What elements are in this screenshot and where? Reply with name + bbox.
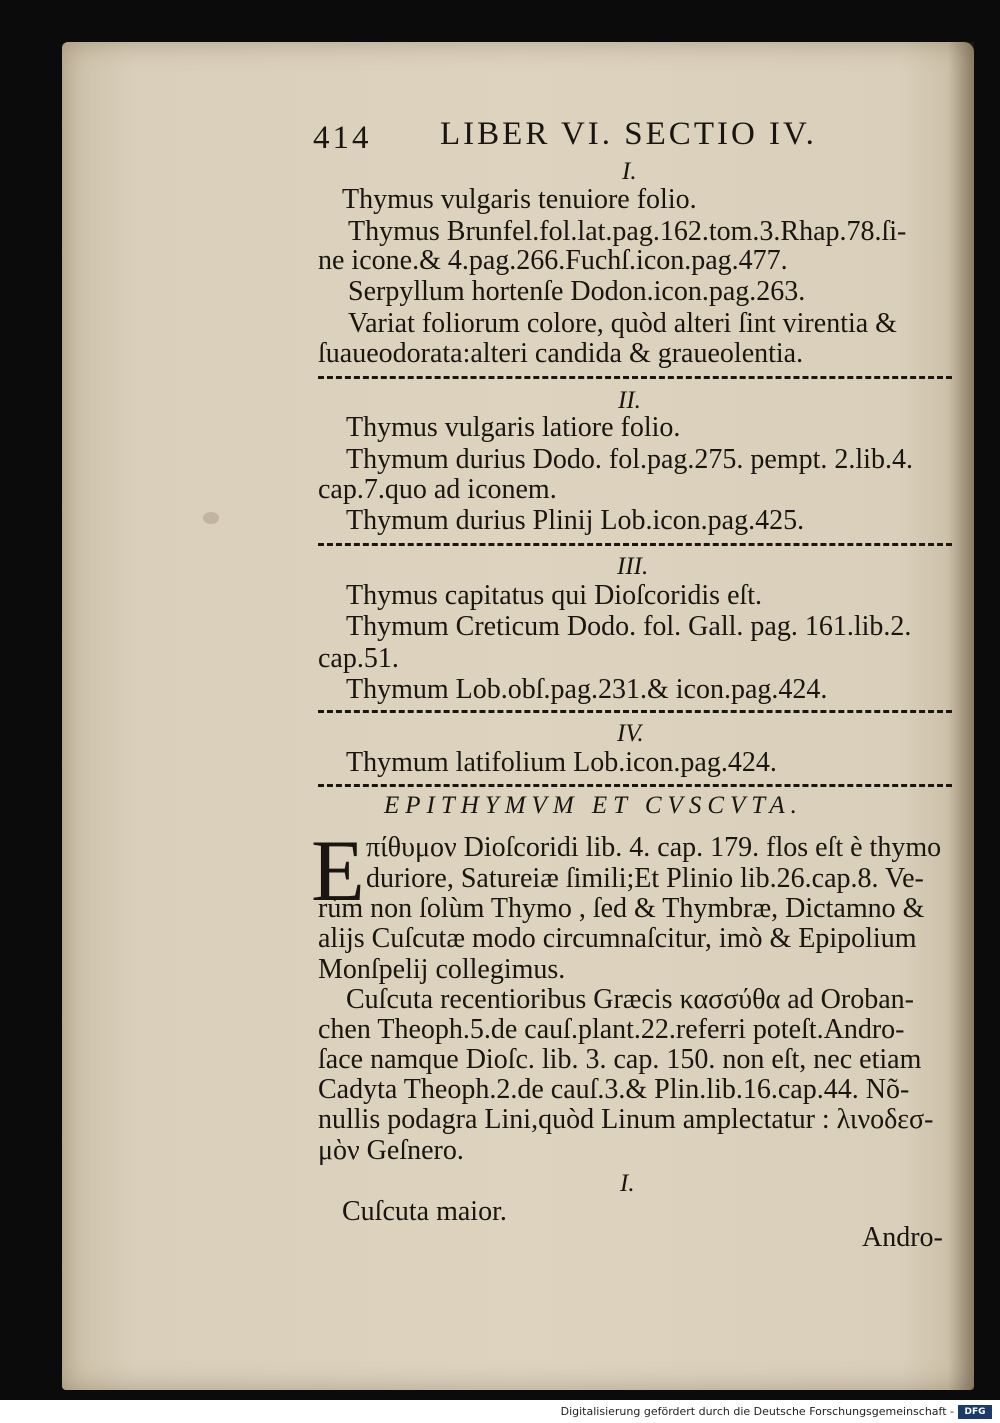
section-rule (318, 376, 952, 379)
paragraph-line: Cuſcuta recentioribus Græcis κασσύθα ad Oroban- (346, 984, 914, 1015)
entry-line: Thymum durius Plinij Lob.icon.pag.425. (346, 505, 805, 536)
page-number: 414 (313, 120, 372, 156)
entry-line: ne icone.& 4.pag.266.Fuchſ.icon.pag.477. (318, 245, 788, 276)
paragraph-line: nullis podagra Lini,quòd Linum amplectatur : λινοδεσ- (318, 1104, 934, 1135)
paragraph-line: ſace namque Dioſc. lib. 3. cap. 150. non eſt, nec etiam (318, 1044, 922, 1075)
entry-line: Cuſcuta maior. (342, 1196, 507, 1227)
entry-line: Thymum Creticum Dodo. fol. Gall. pag. 161.lib.2. (346, 611, 912, 642)
entry-line: Thymus vulgaris latiore folio. (346, 412, 681, 443)
footer-bar (0, 1400, 1000, 1423)
section-rule (318, 543, 952, 546)
entry-line: Thymum durius Dodo. fol.pag.275. pempt. 2.lib.4. (346, 444, 913, 475)
drop-cap: E (311, 823, 365, 920)
entry-line: Thymus Brunfel.fol.lat.pag.162.tom.3.Rhap.78.ſi- (348, 216, 907, 247)
page-smudge (203, 512, 219, 524)
entry-line: Thymum Lob.obſ.pag.231.& icon.pag.424. (346, 674, 828, 705)
dfg-logo: DFG (958, 1405, 992, 1419)
entry-line: cap.7.quo ad iconem. (318, 474, 557, 505)
section-rule (318, 784, 952, 787)
entry-line: Variat foliorum colore, quòd alteri ſint virentia & (348, 308, 897, 339)
entry-line: Serpyllum hortenſe Dodon.icon.pag.263. (348, 276, 806, 307)
section-numeral-1: I. (622, 158, 637, 185)
chapter-title: EPITHYMVM ET CVSCVTA. (384, 792, 803, 819)
section-rule (318, 710, 952, 713)
entry-line: Thymus vulgaris tenuiore folio. (342, 184, 697, 215)
paragraph-line: πίθυμον Dioſcoridi lib. 4. cap. 179. flos eſt è thymo (366, 832, 942, 863)
paragraph-line: Cadyta Theoph.2.de cauſ.3.& Plin.lib.16.cap.44. Nõ- (318, 1074, 910, 1105)
paragraph-line: rùm non ſolùm Thymo , ſed & Thymbræ, Dictamno & (318, 893, 925, 924)
catchword: Andro- (862, 1222, 943, 1253)
section-numeral-3: III. (617, 553, 649, 580)
section-numeral-2: II. (618, 387, 641, 414)
entry-line: Thymus capitatus qui Dioſcoridis eſt. (346, 580, 763, 611)
running-title: LIBER VI. SECTIO IV. (440, 116, 817, 152)
section-numeral-4: IV. (617, 720, 644, 747)
paragraph-line: chen Theoph.5.de cauſ.plant.22.referri poteſt.Andro- (318, 1014, 905, 1045)
footer-credit: Digitalisierung gefördert durch die Deutsche Forschungsgemeinschaft - (560, 1405, 954, 1418)
section-numeral-cuscuta: I. (620, 1170, 635, 1197)
paragraph-line: alijs Cuſcutæ modo circumnaſcitur, imò & Epipolium (318, 923, 917, 954)
paragraph-line: Monſpelij collegimus. (318, 954, 566, 985)
entry-line: ſuaueodorata:alteri candida & graueolentia. (318, 338, 804, 369)
page-gutter-shadow (948, 42, 974, 1390)
entry-line: cap.51. (318, 643, 399, 674)
entry-line: Thymum latifolium Lob.icon.pag.424. (346, 747, 777, 778)
paragraph-line: duriore, Satureiæ ſimili;Et Plinio lib.26.cap.8. Ve- (366, 863, 924, 894)
paragraph-line: μὸν Geſnero. (318, 1135, 464, 1166)
